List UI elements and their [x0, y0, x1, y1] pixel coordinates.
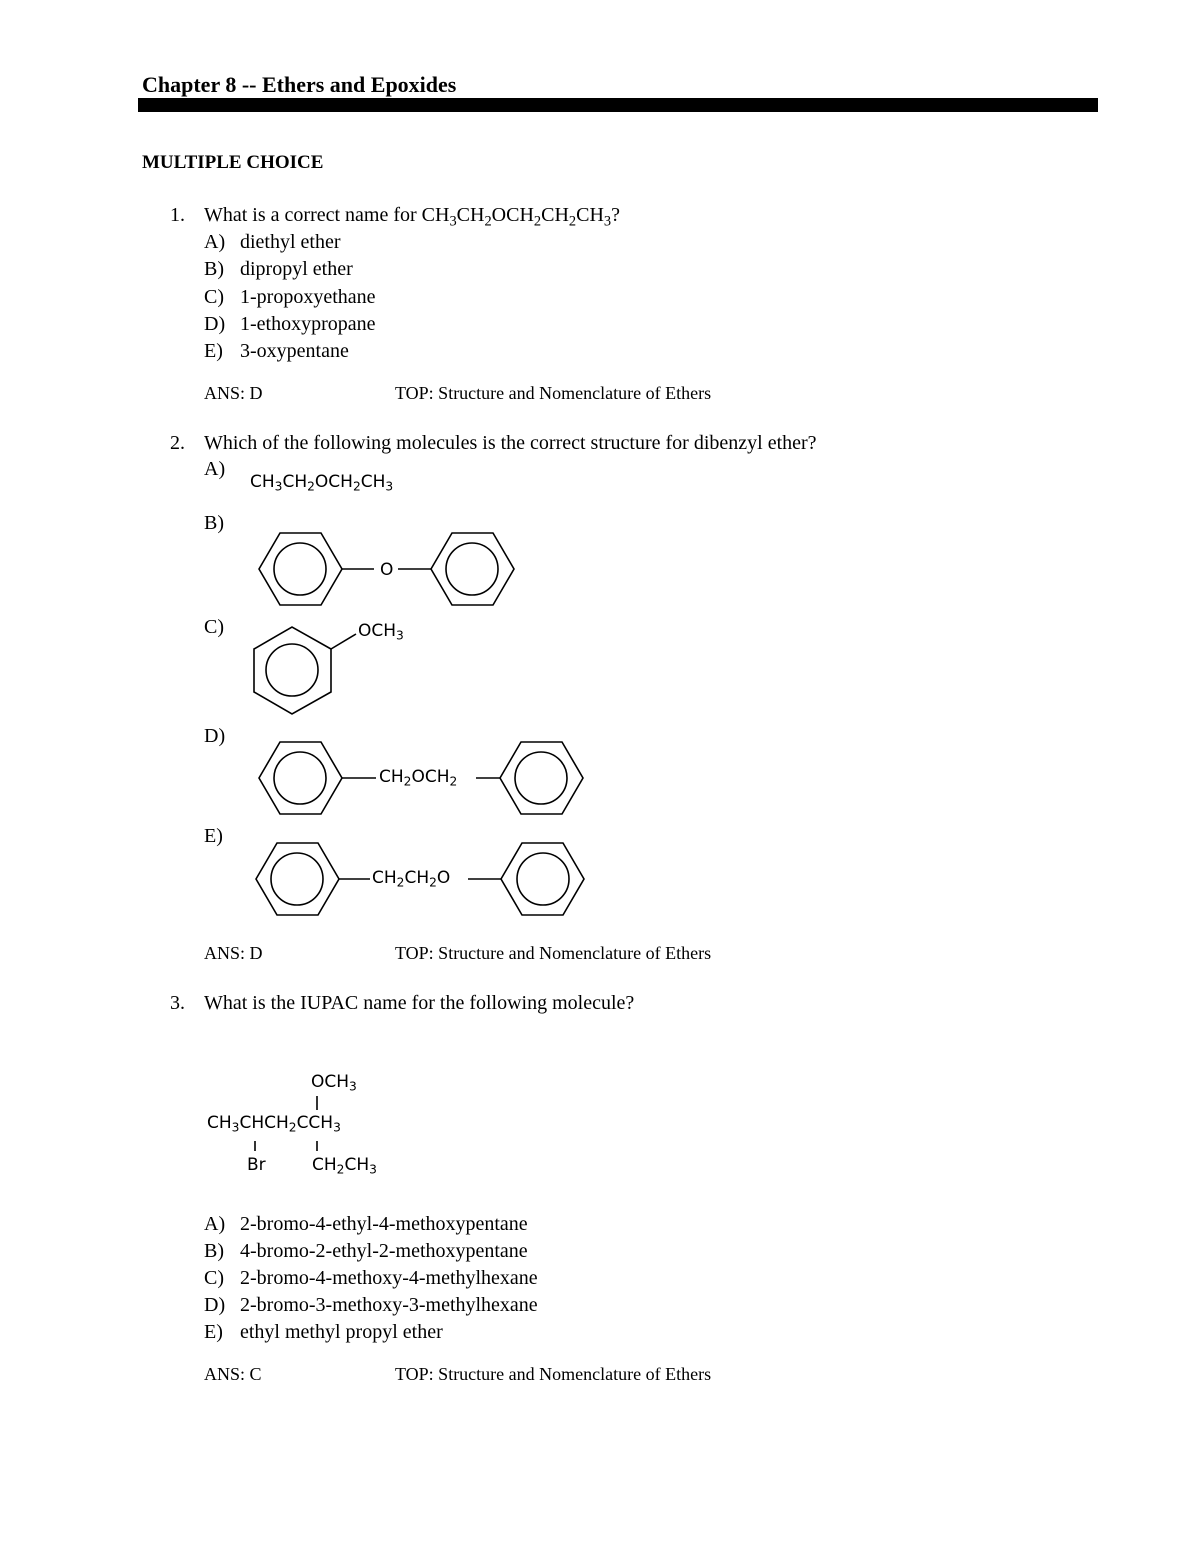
- q1-option-e[interactable]: E) 3-oxypentane: [204, 340, 349, 362]
- q1-option-a[interactable]: A) diethyl ether: [204, 231, 341, 253]
- q2-option-c-label[interactable]: C): [204, 616, 224, 638]
- q1-number: 1.: [170, 204, 185, 226]
- q3-topic: TOP: Structure and Nomenclature of Ethers: [395, 1364, 712, 1384]
- q1-answer: ANS: D: [204, 383, 263, 403]
- q2-text: Which of the following molecules is the correct structure for dibenzyl ether?: [204, 432, 817, 454]
- q1-text-prefix: What is a correct name for: [204, 204, 422, 226]
- q1-option-d[interactable]: D) 1-ethoxypropane: [204, 313, 376, 335]
- q3-struct-bromo: Br: [247, 1155, 266, 1175]
- q1-topic: TOP: Structure and Nomenclature of Ethers: [395, 383, 712, 403]
- q2-d-group: $CH_2OCH_2$: [379, 767, 458, 789]
- section-heading: MULTIPLE CHOICE: [142, 152, 324, 173]
- q2-c-group: $OCH_3$: [358, 621, 404, 643]
- q2-option-e-label[interactable]: E): [204, 825, 223, 847]
- q1-formula: $CH_3CH_2OCH_2CH_2CH_3$?: [421, 204, 620, 230]
- q1-option-b[interactable]: B) dipropyl ether: [204, 258, 353, 280]
- q2-option-d-label[interactable]: D): [204, 725, 226, 747]
- q2-b-oxygen: O: [380, 560, 394, 580]
- q2-option-a-label[interactable]: A): [204, 458, 226, 480]
- q3-number: 3.: [170, 992, 185, 1014]
- q2-number: 2.: [170, 432, 185, 454]
- q3-text: What is the IUPAC name for the following molecule?: [204, 992, 635, 1014]
- q2-answer: ANS: D: [204, 943, 263, 963]
- q3-option-c[interactable]: C) 2-bromo-4-methoxy-4-methylhexane: [204, 1267, 538, 1289]
- q1-option-c[interactable]: C) 1-propoxyethane: [204, 286, 376, 308]
- q3-option-b[interactable]: B) 4-bromo-2-ethyl-2-methoxypentane: [204, 1240, 528, 1262]
- q2-topic: TOP: Structure and Nomenclature of Ethers: [395, 943, 712, 963]
- q3-option-a[interactable]: A) 2-bromo-4-ethyl-4-methoxypentane: [204, 1213, 528, 1235]
- page-title: Chapter 8 -- Ethers and Epoxides: [142, 72, 457, 97]
- q3-answer: ANS: C: [204, 1364, 262, 1384]
- q2-option-b-label[interactable]: B): [204, 512, 224, 534]
- q3-struct-ethyl: $CH_2CH_3$: [312, 1155, 377, 1177]
- q3-option-d[interactable]: D) 2-bromo-3-methoxy-3-methylhexane: [204, 1294, 538, 1316]
- q3-option-e[interactable]: E) ethyl methyl propyl ether: [204, 1321, 443, 1343]
- q2-option-a-formula: $CH_3CH_2OCH_2CH_3$: [250, 472, 394, 494]
- q3-struct-main-chain: $CH_3CHCH_2CCH_3$: [207, 1113, 341, 1135]
- q2-e-group: $CH_2CH_2O$: [372, 868, 451, 890]
- q3-struct-methoxy: $OCH_3$: [311, 1072, 357, 1094]
